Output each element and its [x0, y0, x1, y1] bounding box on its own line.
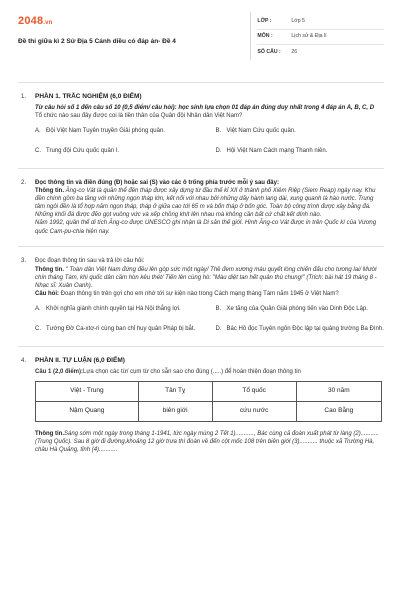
meta-row-subject — [257, 30, 384, 45]
meta-row-count — [257, 45, 384, 60]
option-text: Xe tăng của Quân Giải phóng tiến vào Dinh Độc Lập. — [226, 306, 368, 313]
option-letter: C. — [35, 147, 41, 154]
option-letter: B. — [215, 306, 222, 313]
option-letter: D. — [215, 326, 222, 333]
instruction-text: Từ câu hỏi số 1 đến câu số 10 (0,5 điểm/ câu hỏi): học sinh lựa chọn 01 đáp án đúng duy nhất trong 4 đáp án A, B, C, D — [35, 104, 375, 111]
meta-label: LỚP : — [257, 18, 272, 25]
option-text: Bác Hồ đọc Tuyên ngôn Độc lập tại quảng trường Ba Đình. — [226, 326, 384, 333]
info-text: Ăng-co Vát là quần thể đền tháp được xây dựng từ đầu thế kỉ XII ở thành phố Xiêm Riệp (Siem Reap) ngày nay. Khu đền chính gồm ba tầng với những ngọn tháp lớn, kết nối với nhau bởi những dãy hành lang dài, xung quanh là hào nước. Trung tâm ngôi đền là tổ hợp năm ngọn tháp, tháp ở giữa cao tới 65 m và bốn tháp ở bốn góc. Toàn bộ công trình được xây bằng đá. Những khối đá được đẽo gọt vuông vức và xếp chồng khít lên nhau mà không cần bất cứ chất kết dính nào. — [35, 188, 376, 219]
brand-name: 2048 — [18, 15, 44, 27]
task-prompt — [35, 368, 384, 376]
question-text: Đoạn thông tin trên gợi cho em nhớ tới sự kiện nào trong Cách mạng tháng Tám năm 1945 ở Việt Nam? — [59, 290, 339, 297]
question-number: 3. — [21, 257, 27, 264]
info-passage — [35, 430, 384, 454]
option-c[interactable] — [35, 322, 204, 336]
header-meta — [250, 12, 384, 60]
table-cell: cứu nước — [212, 401, 296, 421]
page-title: Đề thi giữa kì 2 Sử Địa 5 Cánh diều có đáp án- Đề 4 — [18, 37, 176, 45]
option-d[interactable] — [216, 322, 385, 336]
question-number: 4. — [21, 358, 27, 365]
info-passage — [35, 266, 384, 290]
question-divider — [18, 246, 384, 247]
meta-value: 26 — [291, 48, 298, 55]
question-stem: Đọc đoạn thông tin sau và trả lời câu hỏi: — [35, 257, 145, 264]
info-text: " Toàn dân Việt Nam đứng đều lên góp sức một ngày/ Thề đem xương máu quyết lòng chiến đấu cho tương lai/ Mười chín tháng Tám, khi quốc dân cầm hòn kêu thét/ Tiến lên cùng hò: "Màu diệt tan hết quân thù chung!" (Trích: bài hát 19 tháng 8 - Nhạc sĩ: Xuân Oanh). — [35, 266, 377, 289]
option-b[interactable] — [216, 124, 385, 138]
option-text: Đội Việt Nam Tuyên truyền Giải phóng quân. — [46, 127, 165, 134]
option-a[interactable] — [35, 302, 204, 316]
table-cell: Việt - Trung — [36, 381, 139, 401]
question-4 — [18, 357, 384, 454]
question-body — [35, 357, 384, 454]
task-text: Lựa chọn các từ/ cụm từ cho sẵn sao cho đúng (.....) để hoàn thiện đoạn thông tin — [83, 368, 301, 375]
section-title: PHẦN II. TỰ LUẬN (6,0 ĐIỂM) — [35, 357, 125, 365]
document-header — [18, 12, 384, 74]
table-cell: biên giới — [138, 401, 212, 421]
meta-value: Lịch sử & Địa lí — [291, 33, 327, 40]
info-text: Sáng sớm một ngày trong tháng 1-1941, tức ngày mùng 2 Tết 1)..........., Bác cùng cả đoàn xuất phát từ làng (2)........... (Trung Quốc). Sau 8 giờ đi đường,khoảng 12 giờ trưa thì đoàn về đến cột mốc 108 trên biên giới (3)........... thuộc xã Trường Hà, châu Hà Quảng, tỉnh (4)........... — [35, 430, 380, 454]
question-2 — [18, 179, 384, 236]
question-prompt — [35, 290, 384, 298]
question-body — [35, 93, 384, 158]
word-bank-table — [35, 381, 382, 422]
option-a[interactable] — [35, 124, 204, 138]
option-text: Trung đội Cứu quốc quân I. — [46, 147, 120, 154]
option-letter: A. — [35, 127, 41, 134]
question-number: 1. — [21, 94, 27, 100]
header-divider — [18, 82, 384, 83]
meta-label: SỐ CÂU : — [257, 48, 281, 55]
option-letter: C. — [35, 326, 41, 333]
question-divider — [18, 168, 384, 169]
options-grid — [35, 124, 384, 158]
option-text: Tướng Đờ Ca-xtơ-ri cùng ban chỉ huy quân Pháp bị bắt. — [46, 326, 196, 333]
info-passage-2: Năm 1992, quần thể di tích Ăng-co được UNESCO ghi nhận là Di sản thế giới. Hình Ăng-co Vát được in trên Quốc kì của Vương quốc Cam-pu-chia hiện nay. — [35, 220, 377, 235]
question-body — [35, 179, 384, 236]
table-cell: 30 năm — [296, 381, 381, 401]
instruction-text: Đọc thông tin và điền đúng (Đ) hoặc sai (S) vào các ô trống phía trước mỗi ý sau đây: — [35, 179, 279, 186]
question-1 — [18, 93, 384, 158]
question-body — [35, 257, 384, 336]
option-b[interactable] — [216, 302, 385, 316]
question-label: Câu hỏi: — [35, 290, 59, 297]
table-cell: Nậm Quang — [36, 401, 139, 421]
header-left — [18, 12, 250, 47]
option-c[interactable] — [35, 144, 204, 158]
info-label: Thông tin. — [35, 188, 64, 195]
option-letter: D. — [215, 147, 222, 154]
option-text: Hội Việt Nam Cách mạng Thanh niên. — [226, 147, 328, 154]
option-letter: B. — [215, 127, 222, 134]
info-label: Thông tin. — [35, 430, 64, 437]
meta-row-class — [257, 15, 384, 30]
table-cell: Tổ quốc — [212, 381, 296, 401]
brand-logo[interactable] — [18, 14, 250, 29]
task-label: Câu 1 (2,0 điểm): — [35, 368, 84, 375]
question-number: 2. — [21, 179, 27, 186]
option-d[interactable] — [216, 144, 385, 158]
question-stem: Tổ chức nào sau đây được coi là tiền thân của Quân đội Nhân dân Việt Nam? — [35, 112, 243, 119]
options-grid — [35, 302, 384, 336]
brand-suffix: .vn — [43, 20, 53, 26]
question-3 — [18, 257, 384, 336]
table-row — [36, 381, 382, 401]
info-passage — [35, 187, 384, 219]
option-letter: A. — [35, 306, 41, 313]
table-cell: Cao Bằng — [296, 401, 381, 421]
question-divider — [18, 346, 384, 347]
meta-value: Lớp 5 — [291, 18, 305, 25]
option-text: Việt Nam Cứu quốc quân. — [226, 127, 296, 134]
section-title: PHẦN 1. TRẮC NGHIỆM (6,0 ĐIỂM) — [35, 93, 142, 100]
info-label: Thông tin. — [35, 266, 64, 273]
option-text: Khởi nghĩa giành chính quyền tại Hà Nội thắng lợi. — [46, 306, 181, 313]
meta-label: MÔN : — [257, 33, 273, 40]
table-row — [36, 401, 382, 421]
table-cell: Tân Tỵ — [138, 381, 212, 401]
